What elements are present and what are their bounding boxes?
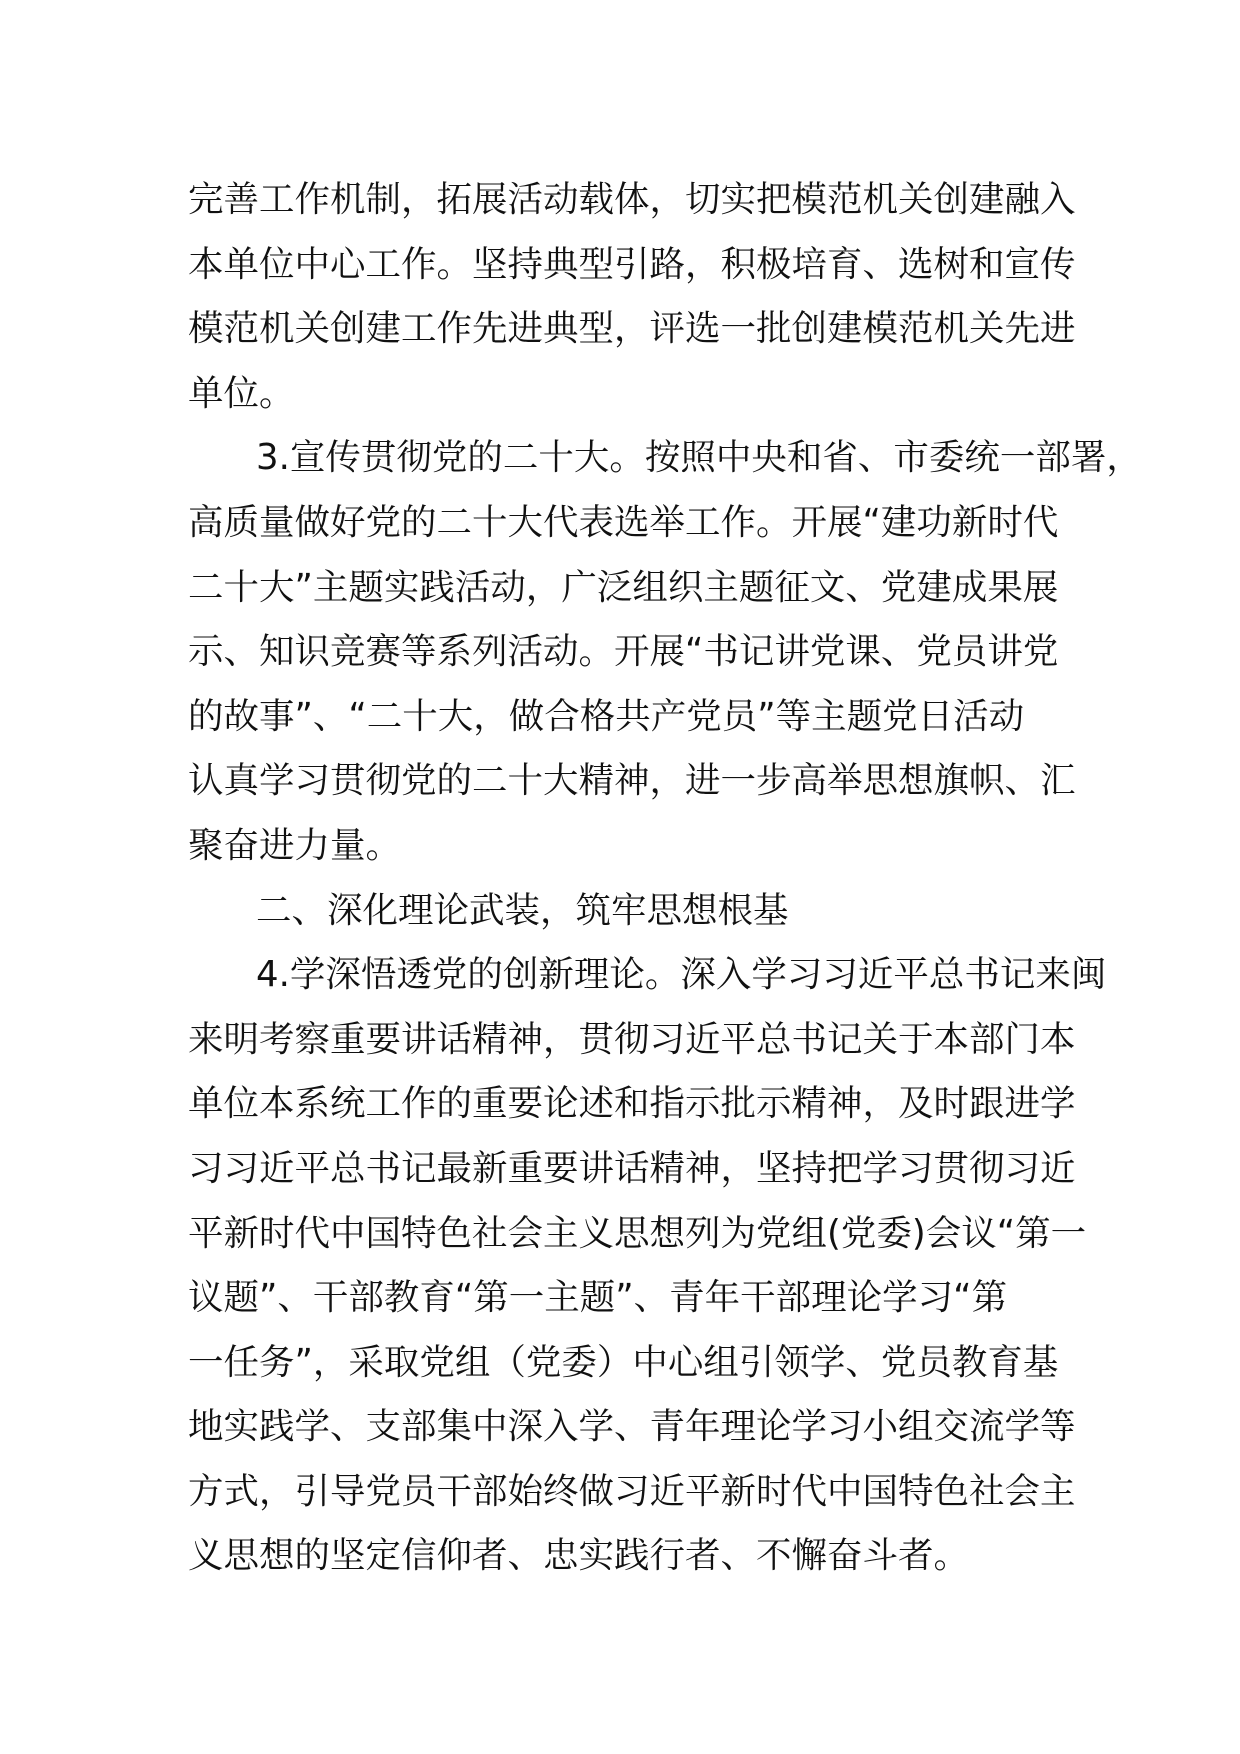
text-line: 模范机关创建工作先进典型，评选一批创建模范机关先进 <box>188 308 1076 350</box>
text-line: 4.学深悟透党的创新理论。深入学习习近平总书记来闽 <box>256 954 1107 996</box>
text-line: 高质量做好党的二十大代表选举工作。开展“建功新时代 <box>188 501 1059 543</box>
text-line: 地实践学、支部集中深入学、青年理论学习小组交流学等 <box>188 1406 1076 1448</box>
text-line: 方式，引导党员干部始终做习近平新时代中国特色社会主 <box>188 1470 1076 1512</box>
text-line: 完善工作机制，拓展活动载体，切实把模范机关创建融入 <box>188 179 1076 220</box>
text-line: 二十大”主题实践活动，广泛组织主题征文、党建成果展 <box>188 566 1059 608</box>
text-line: 认真学习贯彻党的二十大精神，进一步高举思想旗帜、汇 <box>188 760 1076 802</box>
text-line: 示、知识竞赛等系列活动。开展“书记讲党课、党员讲党 <box>188 631 1059 673</box>
text-line: 来明考察重要讲话精神，贯彻习近平总书记关于本部门本 <box>188 1018 1076 1060</box>
text-line: 的故事”、“二十大，做合格共产党员”等主题党日活动 <box>188 695 1025 737</box>
text-line: 议题”、干部教育“第一主题”、青年干部理论学习“第 <box>188 1277 1008 1319</box>
text-line: 单位本系统工作的重要论述和指示批示精神，及时跟进学 <box>188 1083 1076 1125</box>
text-line: 义思想的坚定信仰者、忠实践行者、不懈奋斗者。 <box>188 1535 970 1577</box>
section-heading-text: 二、深化理论武装，筑牢思想根基 <box>256 889 789 931</box>
document-body <box>188 168 1142 1589</box>
text-line: 一任务”，采取党组（党委）中心组引领学、党员教育基 <box>188 1341 1059 1383</box>
text-line: 本单位中心工作。坚持典型引路，积极培育、选树和宣传 <box>188 243 1076 285</box>
text-line: 平新时代中国特色社会主义思想列为党组(党委)会议“第一 <box>188 1212 1087 1254</box>
text-line: 习习近平总书记最新重要讲话精神，坚持把学习贯彻习近 <box>188 1147 1076 1189</box>
paragraph-item-3 <box>188 426 1142 878</box>
paragraph-item-4 <box>188 943 1107 1589</box>
text-line: 聚奋进力量。 <box>188 824 402 866</box>
text-line: 单位。 <box>188 372 295 414</box>
text-line: 3.宣传贯彻党的二十大。按照中央和省、市委统一部署， <box>256 437 1142 479</box>
paragraph-model-agency <box>188 168 1076 426</box>
section-heading-2 <box>188 879 1068 944</box>
